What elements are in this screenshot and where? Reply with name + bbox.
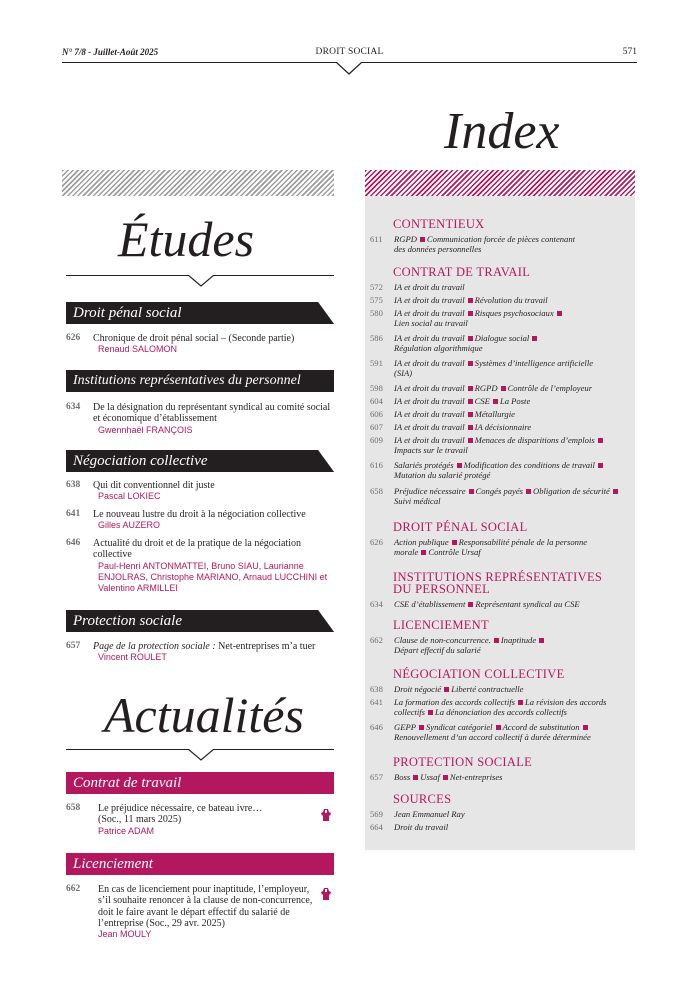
index-term: Menaces de disparitions d’emplois [474,435,595,445]
index-term: GEPP [394,722,416,732]
index-term: Boss [394,772,411,782]
entry-author: Gwennhaël FRANÇOIS [98,424,193,435]
index-entry-634[interactable] [370,599,632,609]
index-term: Contrôle Ursaf [428,547,481,558]
entry-page: 662 [66,884,81,894]
actualites-entry-658[interactable] [66,803,334,837]
separator-square [468,602,473,607]
index-term: Modification des conditions de travail [463,460,595,470]
section-bar-protection-sociale [66,610,334,632]
separator-square [539,638,544,643]
index-term: CSE d’établissement [394,599,466,609]
index-term: Renouvellement d’un accord collectif à durée déterminée [394,732,591,743]
index-page: 646 [370,722,383,732]
section-bar-irp [66,370,334,392]
index-term: Droit négocié [394,684,442,694]
index-entry-616[interactable] [370,460,632,481]
section-heading: Protection sociale [73,613,182,629]
separator-square [598,438,603,443]
index-page: 609 [370,435,383,445]
entry-page: 634 [66,402,81,412]
index-entry-586[interactable] [370,333,632,354]
entry-title: En cas de licenciement pour inaptitude, l’employeur, s’il souhaite renoncer à la clause de non-concurrence, doit le faire avant le départ effectif du salarié de l’entreprise (Soc., 29 avr. 2025) [98,884,313,929]
index-term: IA et droit du travail [394,295,465,305]
index-heading-penal: DROIT PÉNAL SOCIAL [393,520,528,534]
index-entry-662[interactable] [370,635,632,656]
index-entry-638[interactable] [370,684,632,694]
entry-title: Qui dit conventionnel dit juste [93,480,215,491]
index-term: Communication forcée de pièces contenant [426,234,576,244]
etudes-entry-657[interactable] [66,641,334,663]
index-term: Risques psychosociaux [474,308,554,318]
index-term: Salariés protégés [394,460,454,470]
separator-square [496,725,501,730]
entry-author: Vincent ROULET [98,652,167,663]
index-term: Régulation algorithmique [394,343,483,354]
index-page: 591 [370,358,383,368]
separator-square [468,311,473,316]
index-page: 580 [370,308,383,318]
separator-square [457,463,462,468]
index-term: IA et droit du travail [394,383,465,393]
separator-square [468,425,473,430]
index-heading-licenciement: LICENCIEMENT [393,618,489,632]
etudes-title: Études [118,211,255,267]
separator-square [493,399,498,404]
entry-author: Pascal LOKIEC [98,491,161,502]
separator-square [598,463,603,468]
index-term: IA et droit du travail [394,435,465,445]
entry-author: Patrice ADAM [98,825,155,836]
index-term: Préjudice nécessaire [394,486,466,496]
justice-robe-icon [320,808,332,822]
section-heading: Contrat de travail [73,775,182,791]
index-heading-nego: NÉGOCIATION COLLECTIVE [393,667,565,681]
index-term: IA et droit du travail [394,308,465,318]
index-page: 598 [370,383,383,393]
entry-title: Chronique de droit pénal social – (Seconde partie) [93,333,295,344]
index-heading-sources: SOURCES [393,792,452,806]
index-entry-580[interactable] [370,308,632,329]
index-term: IA et droit du travail [394,409,465,419]
index-term: IA décisionnaire [474,422,532,432]
index-term: Accord de substitution [502,722,580,732]
index-term: Responsabilité pénale de la personne [458,537,588,547]
separator-square [468,386,473,391]
separator-square [494,638,499,643]
index-term: Métallurgie [474,409,515,419]
separator-square [532,336,537,341]
entry-authors: Paul-Henri ANTONMATTEI, Bruno SIAU, Laurianne ENJOLRAS, Christophe MARIANO, Arnaud LUCCHINI et Valentino ARMILLEI [98,560,328,593]
etudes-entry-626[interactable] [66,333,334,355]
separator-square [518,700,523,705]
index-term: RGPD [394,234,417,244]
index-page: 606 [370,409,383,419]
index-entry-569[interactable] [370,809,632,819]
entry-page: 658 [66,803,81,813]
bar-corner [318,610,334,632]
separator-square [613,489,618,494]
entry-title: De la désignation du représentant syndical au comité social et économique d’établissement [93,402,331,425]
index-term: La Poste [499,396,531,406]
entry-author: Renaud SALOMON [98,344,178,355]
separator-square [468,361,473,366]
entry-author: Jean MOULY [98,929,152,940]
index-entry-609[interactable] [370,435,632,456]
separator-square [583,725,588,730]
index-entry-641[interactable] [370,697,632,718]
etudes-entry-638[interactable] [66,480,334,502]
index-term: IA et droit du travail [394,396,465,406]
actualites-title: Actualités [104,687,304,743]
index-term: CSE [474,396,490,406]
index-title: Index [444,103,560,160]
index-heading-protection: PROTECTION SOCIALE [393,755,533,769]
etudes-entry-646[interactable] [66,538,334,594]
index-entry-658[interactable] [370,486,632,507]
entry-page: 657 [66,641,81,651]
index-heading-irp-2: DU PERSONNEL [393,582,491,596]
separator-square [443,775,448,780]
index-entry-626[interactable] [370,537,632,558]
index-entry-598[interactable] [370,383,632,393]
separator-square [421,550,426,555]
index-term: IA et droit du travail [394,358,465,368]
index-entry-611[interactable] [370,234,632,255]
index-term: Syndicat catégoriel [425,722,493,732]
entry-title-italic: Page de la protection sociale : [93,641,216,652]
entry-title: Actualité du droit et de la pratique de la négociation collective [93,538,301,561]
index-term: IA et droit du travail [394,422,465,432]
index-page: 657 [370,772,383,782]
index-entry-591[interactable] [370,358,632,379]
index-term: Lien social au travail [394,318,468,329]
index-page: 638 [370,684,383,694]
index-term: collectifs [394,707,426,718]
index-entry-664[interactable] [370,822,632,832]
index-entry-572[interactable] [370,282,632,292]
separator-square [419,725,424,730]
index-page: 626 [370,537,383,547]
bar-corner [318,450,334,472]
index-hatch-band [365,170,635,196]
etudes-hatch-band [62,170,334,196]
index-page: 586 [370,333,383,343]
separator-square [452,540,457,545]
index-term: La révision des accords [524,697,607,707]
entry-page: 646 [66,538,81,548]
index-term: Jean Emmanuel Ray [394,809,465,819]
entry-page: 626 [66,333,81,343]
separator-square [468,412,473,417]
index-term: Action publique [394,537,449,547]
index-entry-657[interactable] [370,772,632,782]
section-heading: Licenciement [73,856,153,872]
issue-label: N° 7/8 - Juillet-Août 2025 [62,47,159,57]
index-page: 662 [370,635,383,645]
index-term: Suivi médical [394,496,441,507]
entry-page: 638 [66,480,81,490]
index-term: Contrôle de l’employeur [507,383,593,393]
index-term: Congés payés [475,486,524,496]
index-term: Impacts sur le travail [394,445,468,456]
separator-square [444,687,449,692]
section-heading: Institutions représentatives du personnel [73,373,301,388]
entry-author: Gilles AUZERO [98,520,161,531]
index-term: Mutation du salarié protégé [394,470,491,481]
section-heading: Droit pénal social [73,305,182,321]
entry-title: Net-entreprises m’a tuer [215,641,316,652]
index-term: IA et droit du travail [394,333,465,343]
index-page: 572 [370,282,383,292]
section-bar-licenciement [66,853,334,875]
bar-corner [318,302,334,324]
etudes-entry-634[interactable] [66,402,334,436]
index-entry-646[interactable] [370,722,632,743]
index-term: Révolution du travail [474,295,548,305]
index-term: La formation des accords collectifs [394,697,515,707]
entry-title: Le nouveau lustre du droit à la négociation collective [93,509,306,520]
separator-square [501,386,506,391]
header-notch [336,62,362,75]
index-term: La dénonciation des accords collectifs [435,707,567,718]
justice-robe-icon [320,887,332,901]
separator-square [468,336,473,341]
page-number: 571 [622,47,637,57]
journal-title: DROIT SOCIAL [315,47,384,57]
section-heading: Négociation collective [73,453,208,469]
index-entry-604[interactable] [370,396,632,406]
actualites-entry-662[interactable] [66,884,334,940]
index-term: IA et droit du travail [394,282,465,292]
index-term: morale [394,547,419,558]
separator-square [468,298,473,303]
separator-square [468,438,473,443]
index-term: Obligation de sécurité [533,486,610,496]
index-entry-575[interactable] [370,295,632,305]
index-term: des données personnelles [394,244,482,255]
index-page: 634 [370,599,383,609]
index-term: Systèmes d’intelligence artificielle [474,358,594,368]
etudes-entry-641[interactable] [66,509,334,531]
index-page: 569 [370,809,383,819]
entry-title: Le préjudice nécessaire, ce bateau ivre… (Soc., 11 mars 2025) [98,803,263,826]
entry-page: 641 [66,509,81,519]
index-page: 641 [370,697,383,707]
index-page: 575 [370,295,383,305]
index-page: 611 [370,234,383,244]
index-page: 664 [370,822,383,832]
index-page: 616 [370,460,383,470]
section-bar-negociation-collective [66,450,334,472]
index-entry-606[interactable] [370,409,632,419]
index-term: Représentant syndical au CSE [475,599,580,609]
separator-square [420,237,425,242]
index-term: Dialogue social [474,333,530,343]
separator-square [557,311,562,316]
separator-square [469,489,474,494]
index-term: Inaptitude [500,635,537,645]
actualites-notch [188,749,214,761]
index-term: (SIA) [394,368,413,379]
index-heading-irp-1: INSTITUTIONS REPRÉSENTATIVES [393,570,603,584]
section-bar-droit-penal-social [66,302,334,324]
index-page: 658 [370,486,383,496]
index-heading-contentieux: CONTENTIEUX [393,217,485,231]
section-bar-contrat-de-travail [66,772,334,794]
index-heading-contrat: CONTRAT DE TRAVAIL [393,265,531,279]
separator-square [428,710,433,715]
index-page: 607 [370,422,383,432]
etudes-notch [188,275,214,287]
separator-square [468,399,473,404]
separator-square [413,775,418,780]
separator-square [526,489,531,494]
index-term: Départ effectif du salarié [394,645,481,656]
index-entry-607[interactable] [370,422,632,432]
index-term: Net-entreprises [449,772,503,782]
index-term: Liberté contractuelle [451,684,524,694]
index-page: 604 [370,396,383,406]
index-term: Ussaf [420,772,440,782]
index-term: Droit du travail [394,822,449,832]
index-term: Clause de non-concurrence. [394,635,491,645]
index-term: RGPD [474,383,498,393]
